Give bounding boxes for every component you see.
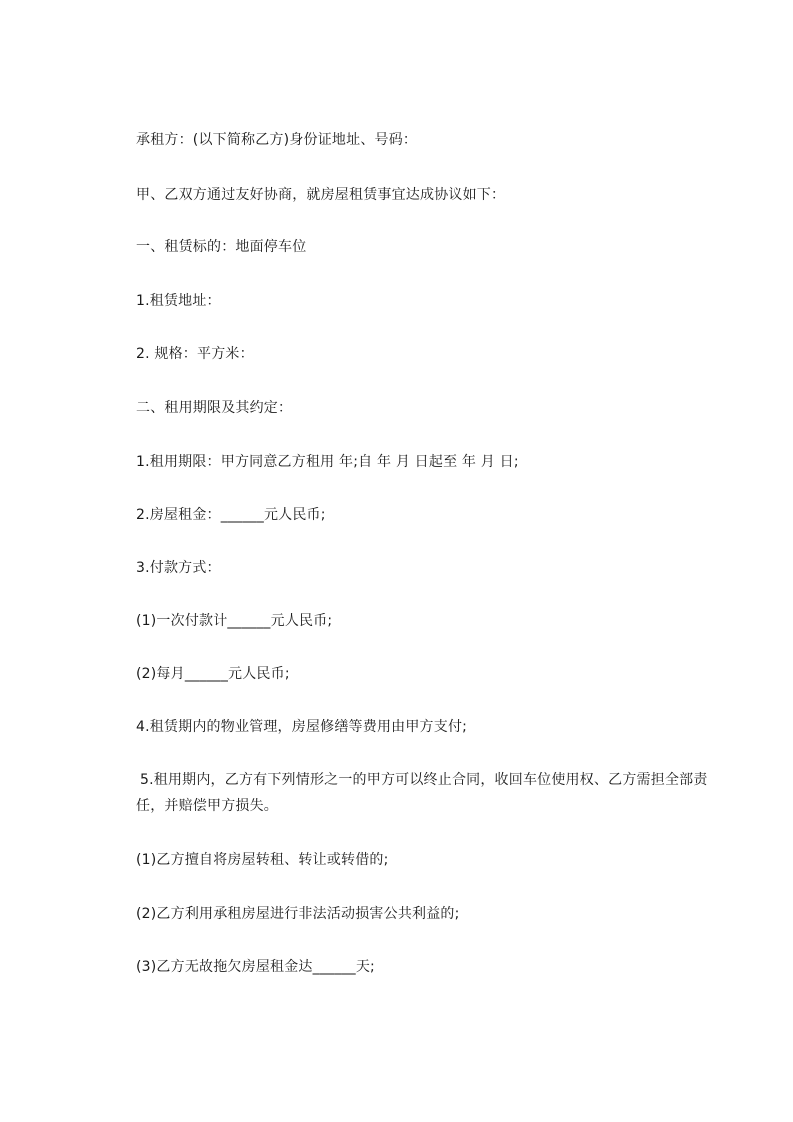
termination-case-1: (1)乙方擅自将房屋转租、转让或转借的; — [136, 852, 389, 868]
payment-option-1: (1)一次付款计______元人民币; — [136, 613, 333, 629]
termination-clause: 5.租用期内，乙方有下列情形之一的甲方可以终止合同，收回车位使用权、乙方需担全部责任，并赔偿甲方损失。 — [136, 772, 708, 814]
specification: 2. 规格：平方米： — [136, 346, 254, 362]
rental-address: 1.租赁地址： — [136, 293, 221, 309]
agreement-intro: 甲、乙双方通过友好协商，就房屋租赁事宜达成协议如下： — [136, 187, 506, 203]
payment-option-2: (2)每月______元人民币; — [136, 666, 290, 682]
rent-amount: 2.房屋租金：______元人民币; — [136, 507, 326, 523]
section-2-heading: 二、租用期限及其约定： — [136, 400, 293, 416]
property-management-clause: 4.租赁期内的物业管理，房屋修缮等费用由甲方支付; — [136, 719, 468, 735]
lease-term: 1.租用期限：甲方同意乙方租用 年;自 年 月 日起至 年 月 日; — [136, 454, 519, 470]
lessee-line: 承租方：(以下简称乙方)身份证地址、号码： — [136, 132, 418, 148]
payment-method-heading: 3.付款方式： — [136, 560, 221, 576]
termination-case-2: (2)乙方利用承租房屋进行非法活动损害公共利益的; — [136, 906, 460, 922]
termination-case-3: (3)乙方无故拖欠房屋租金达______天; — [136, 959, 375, 975]
section-1-heading: 一、租赁标的：地面停车位 — [136, 239, 307, 255]
